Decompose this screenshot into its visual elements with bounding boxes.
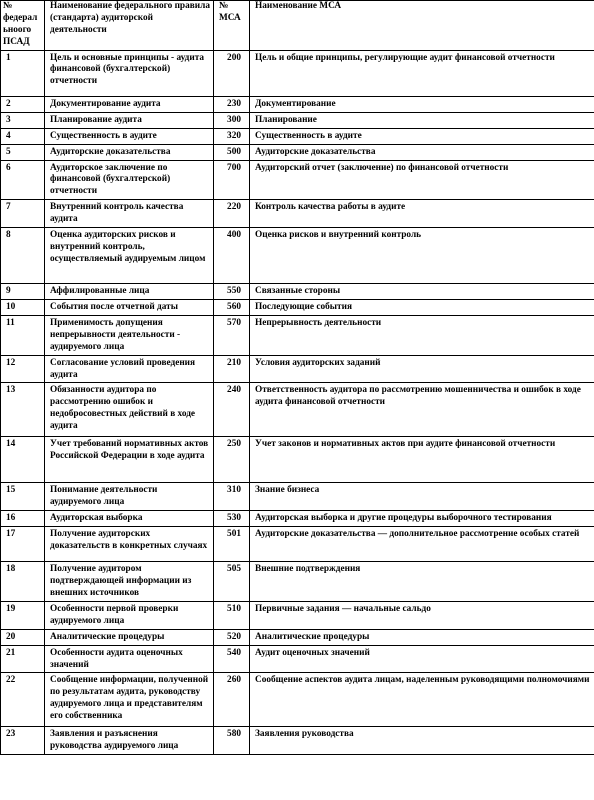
table-row	[1, 128, 594, 144]
row-psad-name: Применимость допущения непрерывности деятельности - аудируемого лица	[45, 316, 214, 356]
row-psad-name: Аналитические процедуры	[45, 629, 214, 645]
table-row	[1, 50, 594, 96]
row-isa-number: 240	[214, 383, 250, 437]
table-header	[1, 1, 594, 51]
row-isa-number: 540	[214, 645, 250, 673]
row-psad-name: Аудиторское заключение по финансовой (бухгалтерской) отчетности	[45, 160, 214, 200]
row-psad-number: 15	[1, 483, 45, 511]
row-isa-name: Контроль качества работы в аудите	[250, 200, 594, 228]
table-row	[1, 527, 594, 562]
row-isa-name: Условия аудиторских заданий	[250, 355, 594, 383]
row-isa-name: Последующие события	[250, 300, 594, 316]
table-row	[1, 200, 594, 228]
row-isa-name: Внешние подтверждения	[250, 562, 594, 602]
row-isa-name: Аналитические процедуры	[250, 629, 594, 645]
row-isa-name: Аудиторские доказательства	[250, 144, 594, 160]
row-isa-name: Заявления руководства	[250, 727, 594, 755]
row-psad-number: 17	[1, 527, 45, 562]
row-isa-name: Цель и общие принципы, регулирующие аудит финансовой отчетности	[250, 50, 594, 96]
table-row	[1, 284, 594, 300]
row-psad-number: 3	[1, 112, 45, 128]
table-row	[1, 316, 594, 356]
row-psad-number: 5	[1, 144, 45, 160]
row-psad-number: 6	[1, 160, 45, 200]
row-isa-name: Документирование	[250, 96, 594, 112]
row-isa-number: 300	[214, 112, 250, 128]
table-row	[1, 562, 594, 602]
row-psad-name: Особенности аудита оценочных значений	[45, 645, 214, 673]
row-isa-number: 570	[214, 316, 250, 356]
row-psad-number: 4	[1, 128, 45, 144]
header-isa-number: № МСА	[214, 1, 250, 51]
header-psad-name: Наименование федерального правила (стандарта) аудиторской деятельности	[45, 1, 214, 51]
row-isa-number: 550	[214, 284, 250, 300]
row-isa-number: 230	[214, 96, 250, 112]
row-psad-name: Аудиторские доказательства	[45, 144, 214, 160]
row-isa-number: 530	[214, 511, 250, 527]
table-row	[1, 673, 594, 727]
table-row	[1, 355, 594, 383]
row-psad-name: Понимание деятельности аудируемого лица	[45, 483, 214, 511]
table-row	[1, 96, 594, 112]
row-psad-number: 22	[1, 673, 45, 727]
row-isa-name: Ответственность аудитора по рассмотрению мошенничества и ошибок в ходе аудита финансовой отчетности	[250, 383, 594, 437]
row-psad-number: 11	[1, 316, 45, 356]
row-psad-number: 12	[1, 355, 45, 383]
table-row	[1, 645, 594, 673]
row-isa-name: Оценка рисков и внутренний контроль	[250, 228, 594, 284]
row-psad-name: Учет требований нормативных актов Российской Федерации в ходе аудита	[45, 437, 214, 483]
row-psad-name: Сообщение информации, полученной по результатам аудита, руководству аудируемого лица и представителям его собственника	[45, 673, 214, 727]
row-isa-number: 520	[214, 629, 250, 645]
row-isa-name: Аудиторская выборка и другие процедуры выборочного тестирования	[250, 511, 594, 527]
row-isa-number: 260	[214, 673, 250, 727]
row-isa-number: 700	[214, 160, 250, 200]
row-isa-name: Непрерывность деятельности	[250, 316, 594, 356]
row-isa-name: Учет законов и нормативных актов при аудите финансовой отчетности	[250, 437, 594, 483]
row-isa-number: 210	[214, 355, 250, 383]
row-psad-number: 18	[1, 562, 45, 602]
row-psad-name: Заявления и разъяснения руководства аудируемого лица	[45, 727, 214, 755]
row-isa-number: 310	[214, 483, 250, 511]
row-psad-number: 16	[1, 511, 45, 527]
row-isa-number: 500	[214, 144, 250, 160]
row-psad-number: 13	[1, 383, 45, 437]
row-psad-name: Планирование аудита	[45, 112, 214, 128]
row-psad-name: Цель и основные принципы - аудита финансовой (бухгалтерской) отчетности	[45, 50, 214, 96]
row-psad-number: 20	[1, 629, 45, 645]
row-psad-number: 7	[1, 200, 45, 228]
header-psad-number: № федеральноого ПСАД	[1, 1, 45, 51]
row-psad-name: Получение аудиторских доказательств в конкретных случаях	[45, 527, 214, 562]
row-psad-number: 2	[1, 96, 45, 112]
row-isa-name: Аудиторские доказательства — дополнительное рассмотрение особых статей	[250, 527, 594, 562]
row-psad-name: Обязанности аудитора по рассмотрению ошибок и недобросовестных действий в ходе аудита	[45, 383, 214, 437]
table-body	[1, 50, 594, 755]
row-psad-number: 21	[1, 645, 45, 673]
table-row	[1, 629, 594, 645]
table-row	[1, 300, 594, 316]
row-psad-name: Получение аудитором подтверждающей информации из внешних источников	[45, 562, 214, 602]
row-isa-number: 501	[214, 527, 250, 562]
row-psad-number: 1	[1, 50, 45, 96]
row-psad-number: 8	[1, 228, 45, 284]
row-isa-number: 220	[214, 200, 250, 228]
row-isa-number: 580	[214, 727, 250, 755]
row-isa-number: 320	[214, 128, 250, 144]
table-row	[1, 160, 594, 200]
row-isa-number: 400	[214, 228, 250, 284]
row-isa-name: Аудит оценочных значений	[250, 645, 594, 673]
table-row	[1, 727, 594, 755]
row-isa-number: 505	[214, 562, 250, 602]
table-row	[1, 511, 594, 527]
row-psad-name: Существенность в аудите	[45, 128, 214, 144]
row-psad-name: Согласование условий проведения аудита	[45, 355, 214, 383]
row-isa-name: Знание бизнеса	[250, 483, 594, 511]
row-psad-name: Аффилированные лица	[45, 284, 214, 300]
row-isa-number: 200	[214, 50, 250, 96]
row-psad-name: Документирование аудита	[45, 96, 214, 112]
row-isa-name: Связанные стороны	[250, 284, 594, 300]
row-isa-name: Первичные задания — начальные сальдо	[250, 601, 594, 629]
row-psad-name: Оценка аудиторских рисков и внутренний контроль, осуществляемый аудируемым лицом	[45, 228, 214, 284]
row-psad-number: 10	[1, 300, 45, 316]
row-psad-name: События после отчетной даты	[45, 300, 214, 316]
table-row	[1, 601, 594, 629]
row-psad-name: Аудиторская выборка	[45, 511, 214, 527]
row-psad-number: 14	[1, 437, 45, 483]
header-isa-name: Наименование МСА	[250, 1, 594, 51]
table-row	[1, 483, 594, 511]
row-isa-number: 560	[214, 300, 250, 316]
table-row	[1, 144, 594, 160]
row-psad-name: Внутренний контроль качества аудита	[45, 200, 214, 228]
table-row	[1, 437, 594, 483]
row-isa-name: Планирование	[250, 112, 594, 128]
row-isa-name: Аудиторский отчет (заключение) по финансовой отчетности	[250, 160, 594, 200]
table-row	[1, 228, 594, 284]
row-isa-name: Существенность в аудите	[250, 128, 594, 144]
row-isa-number: 510	[214, 601, 250, 629]
row-psad-number: 23	[1, 727, 45, 755]
row-psad-name: Особенности первой проверки аудируемого лица	[45, 601, 214, 629]
row-isa-number: 250	[214, 437, 250, 483]
row-isa-name: Сообщение аспектов аудита лицам, наделенным руководящими полномочиями	[250, 673, 594, 727]
row-psad-number: 19	[1, 601, 45, 629]
row-psad-number: 9	[1, 284, 45, 300]
table-row	[1, 383, 594, 437]
table-row	[1, 112, 594, 128]
header-row	[1, 1, 594, 51]
